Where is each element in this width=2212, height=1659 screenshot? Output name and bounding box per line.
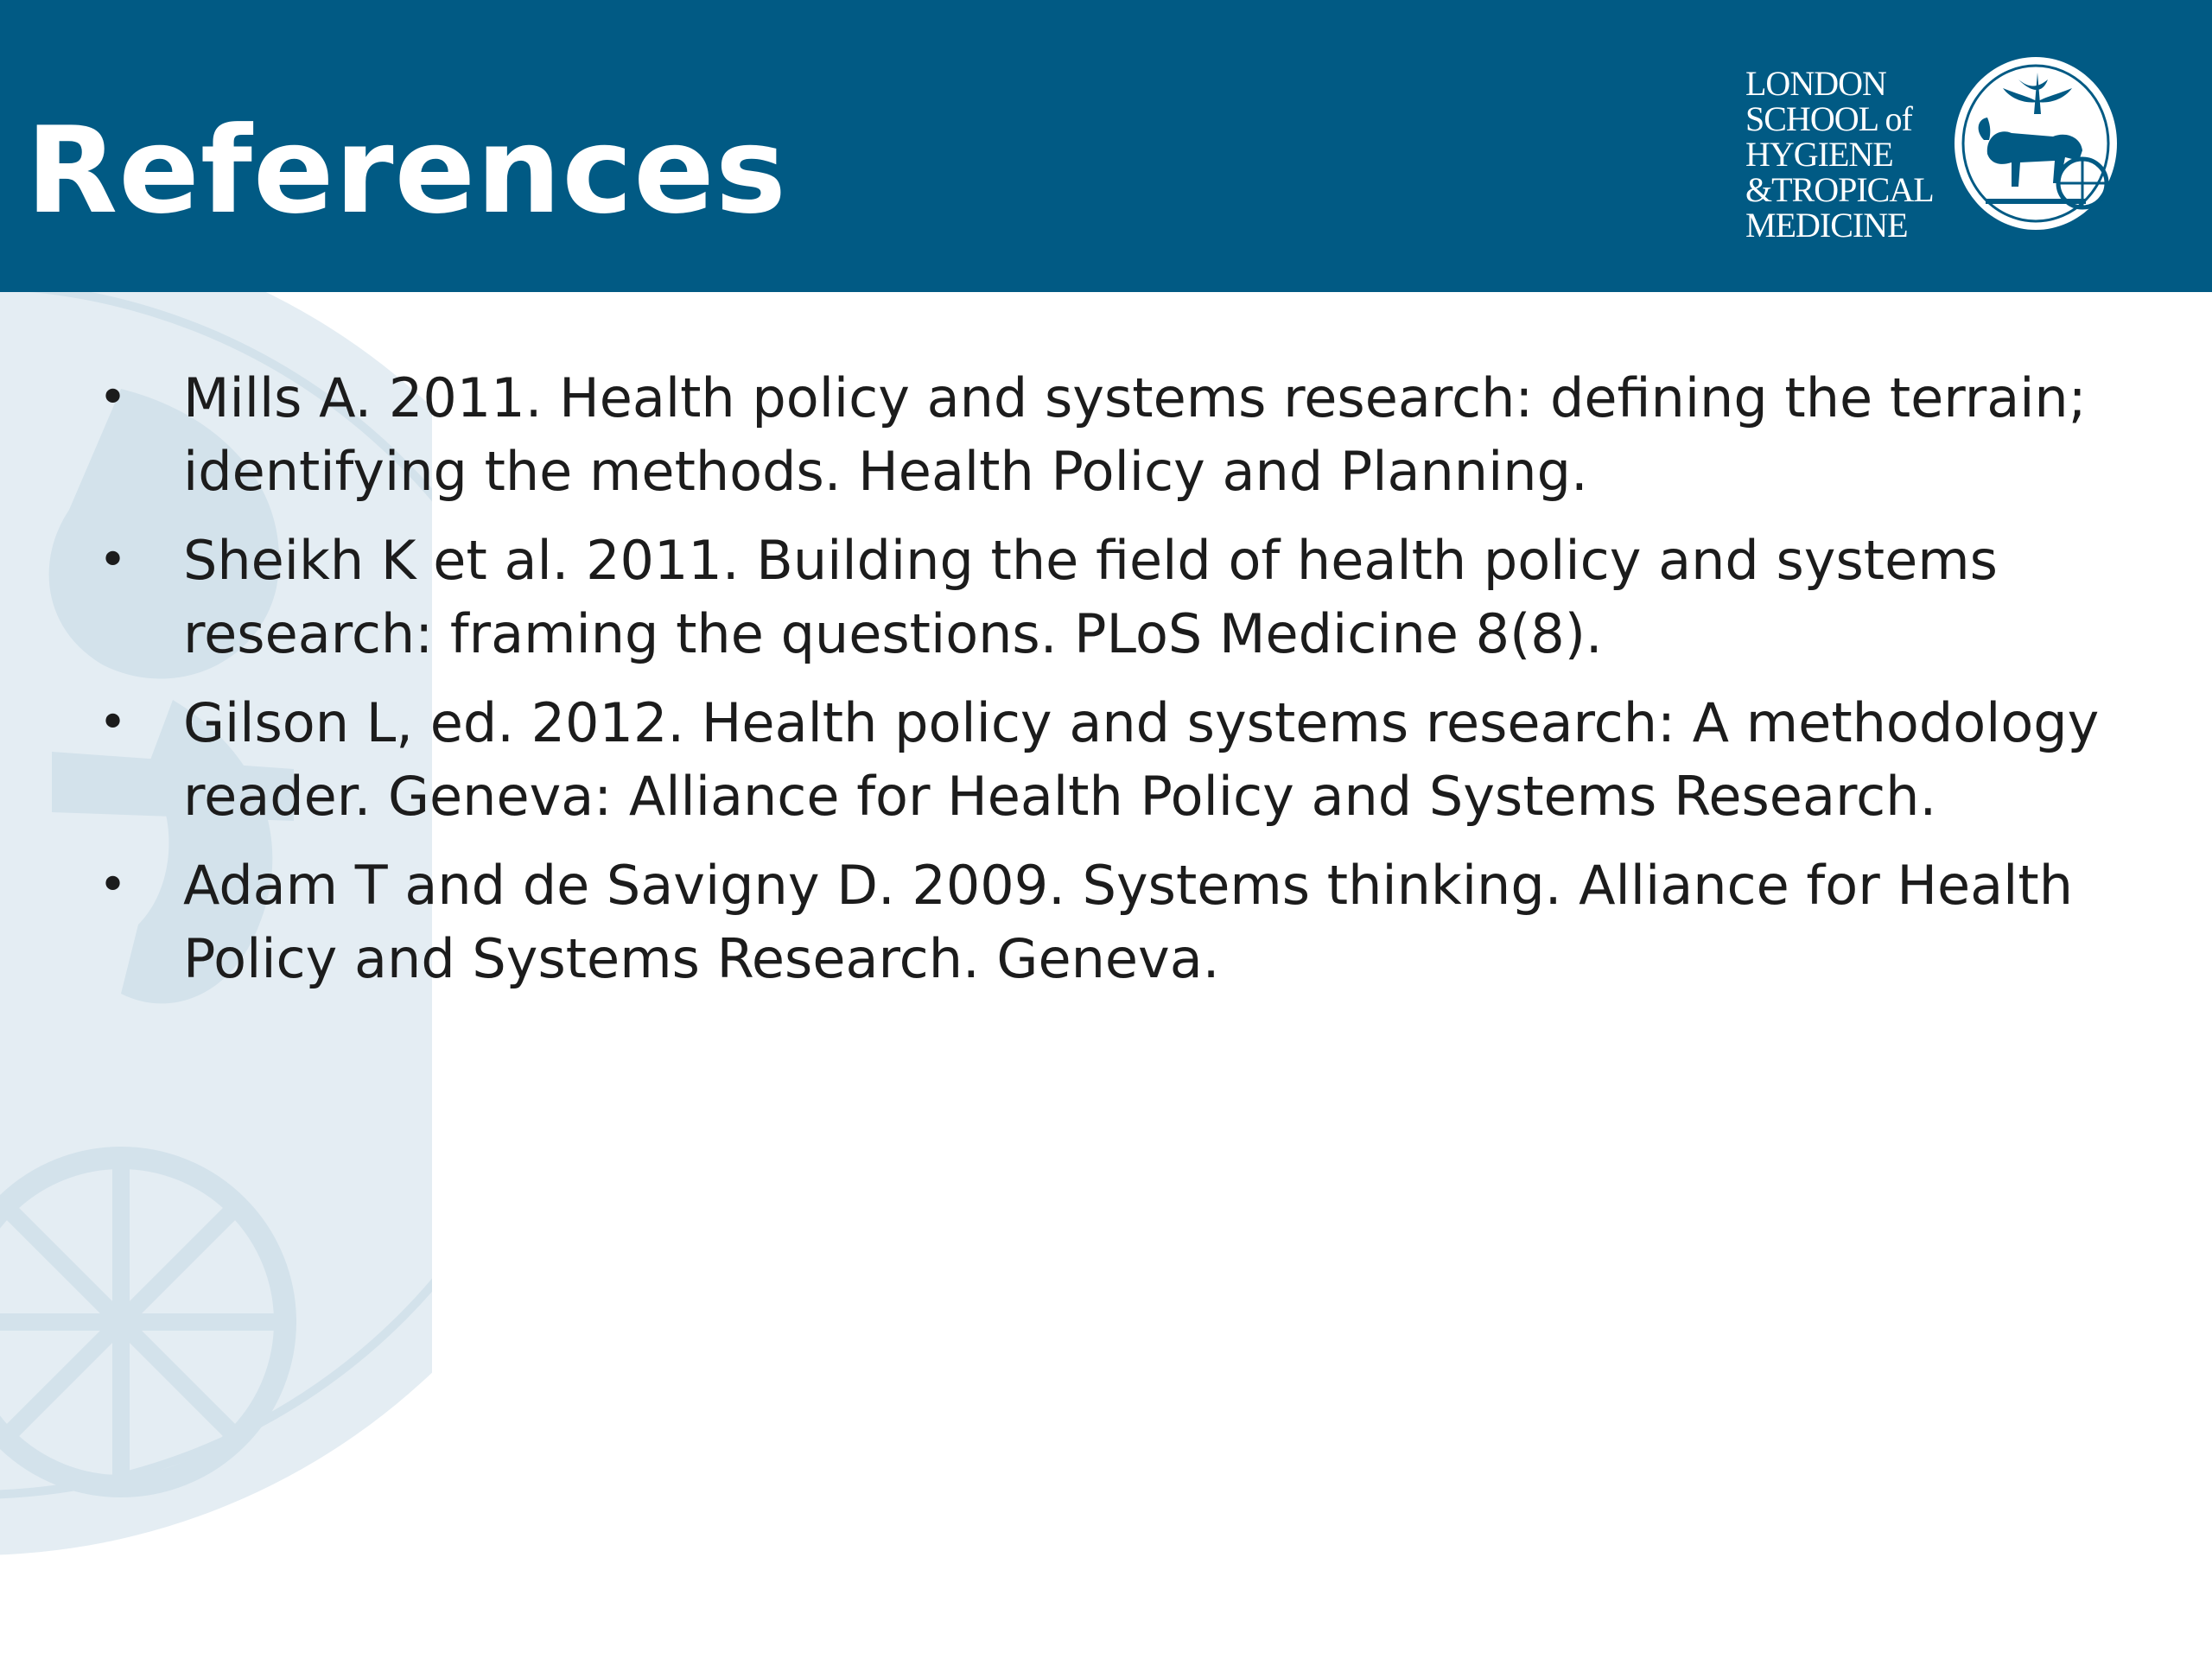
reference-text: Gilson L, ed. 2012. Health policy and systems research: A methodology reader. Geneva: Alliance for Health Policy and Systems Research. bbox=[183, 691, 2100, 828]
reference-item bbox=[95, 849, 2108, 995]
school-logo-text bbox=[1745, 66, 1953, 243]
slide-header bbox=[0, 0, 2212, 292]
logo-line-1: LONDON bbox=[1745, 64, 1886, 103]
reference-text: Adam T and de Savigny D. 2009. Systems thinking. Alliance for Health Policy and Systems Research. Geneva. bbox=[183, 854, 2073, 990]
reference-item bbox=[95, 524, 2108, 671]
reference-text: Mills A. 2011. Health policy and systems research: defining the terrain; identifying the methods. Health Policy and Planning. bbox=[183, 366, 2087, 503]
bullet-icon: • bbox=[99, 695, 128, 751]
logo-line-2: SCHOOL of bbox=[1745, 99, 1912, 138]
slide-title: References bbox=[26, 101, 787, 240]
bullet-icon: • bbox=[99, 857, 128, 913]
logo-line-4: &TROPICAL bbox=[1745, 170, 1934, 209]
logo-line-5: MEDICINE bbox=[1745, 206, 1908, 245]
bullet-icon: • bbox=[99, 532, 128, 588]
reference-item bbox=[95, 361, 2108, 508]
bullet-icon: • bbox=[99, 370, 128, 426]
logo-line-3: HYGIENE bbox=[1745, 135, 1893, 174]
school-seal-icon bbox=[1951, 54, 2120, 233]
reference-list bbox=[95, 361, 2108, 1011]
reference-item bbox=[95, 686, 2108, 833]
reference-text: Sheikh K et al. 2011. Building the field of health policy and systems research: framing the questions. PLoS Medicine 8(8). bbox=[183, 529, 1998, 665]
